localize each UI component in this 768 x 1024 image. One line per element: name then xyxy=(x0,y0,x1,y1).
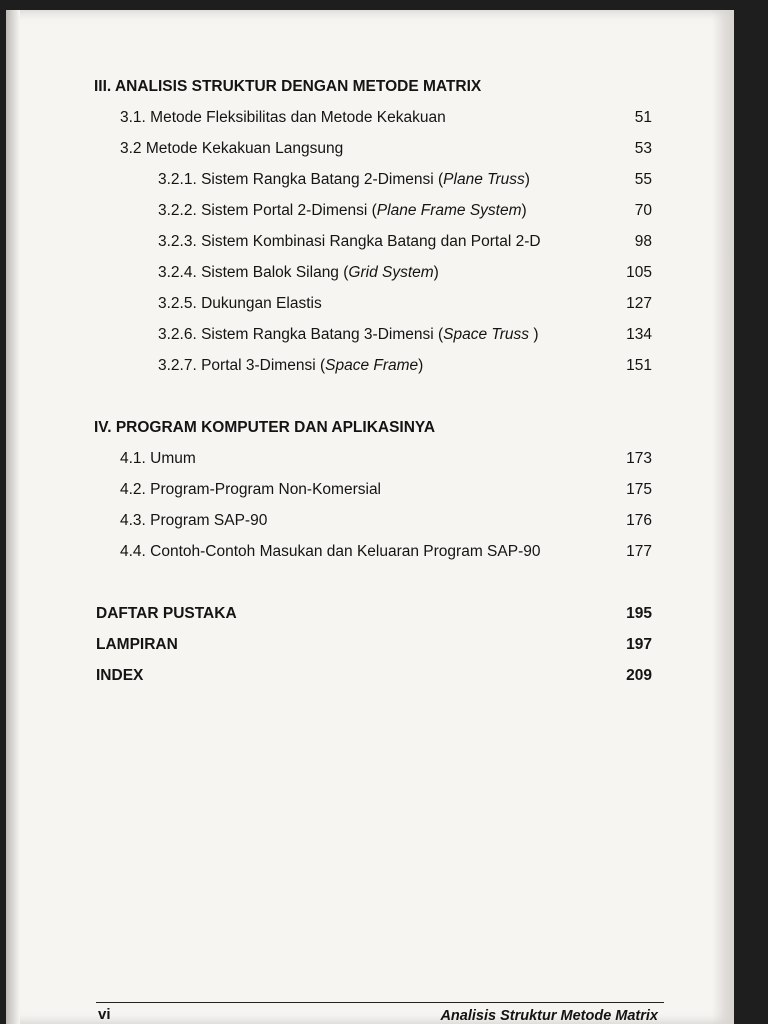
toc-entry-lampiran: LAMPIRAN xyxy=(96,636,178,653)
entry-text: 3.2.2. Sistem Portal 2-Dimensi ( xyxy=(158,202,377,219)
toc-entry-4-4: 4.4. Contoh-Contoh Masukan dan Keluaran Program SAP-90 xyxy=(120,543,541,560)
table-of-contents xyxy=(6,10,734,1024)
entry-italic-term: Plane Truss xyxy=(443,171,525,188)
toc-entry-3-2-5: 3.2.5. Dukungan Elastis xyxy=(158,295,322,312)
entry-text: 3.2.4. Sistem Balok Silang ( xyxy=(158,264,349,281)
toc-entry-3-2-7 xyxy=(158,357,423,375)
toc-page-4-2: 175 xyxy=(626,481,652,498)
toc-entry-daftar-pustaka: DAFTAR PUSTAKA xyxy=(96,605,237,622)
toc-page-index: 209 xyxy=(626,667,652,684)
entry-italic-term: Grid System xyxy=(348,264,434,281)
toc-page-3-2-2: 70 xyxy=(634,202,652,219)
toc-page-3-2-7: 151 xyxy=(626,357,652,374)
footer-book-title: Analisis Struktur Metode Matrix xyxy=(440,1008,658,1024)
entry-text: 3.2.6. Sistem Rangka Batang 3-Dimensi ( xyxy=(158,326,444,343)
toc-entry-3-2-3: 3.2.3. Sistem Kombinasi Rangka Batang dan Portal 2-D xyxy=(158,233,541,250)
entry-suffix: ) xyxy=(521,202,527,219)
toc-page-3-1: 51 xyxy=(634,109,652,126)
toc-entry-3-2-2 xyxy=(158,202,527,220)
toc-page-4-3: 176 xyxy=(626,512,652,529)
toc-page-3-2-1: 55 xyxy=(634,171,652,188)
toc-page-3-2-3: 98 xyxy=(634,233,652,250)
entry-suffix: ) xyxy=(418,357,424,374)
toc-entry-4-2: 4.2. Program-Program Non-Komersial xyxy=(120,481,382,498)
toc-page-3-2: 53 xyxy=(634,140,652,157)
entry-italic-term: Space Frame xyxy=(325,357,419,374)
toc-page-3-2-4: 105 xyxy=(626,264,652,281)
footer-page-number: vi xyxy=(98,1006,111,1023)
footer-rule xyxy=(96,1002,664,1003)
toc-page-lampiran: 197 xyxy=(626,636,652,653)
book-page xyxy=(6,10,734,1024)
toc-page-3-2-5: 127 xyxy=(626,295,652,312)
entry-italic-term: Plane Frame System xyxy=(376,202,522,219)
toc-page-daftar-pustaka: 195 xyxy=(626,605,652,622)
section-3-heading: III. ANALISIS STRUKTUR DENGAN METODE MATRIX xyxy=(94,78,482,95)
toc-entry-3-2-4 xyxy=(158,264,439,282)
toc-entry-3-1: 3.1. Metode Fleksibilitas dan Metode Kekakuan xyxy=(120,109,446,126)
entry-suffix: ) xyxy=(529,326,539,343)
toc-entry-3-2-1 xyxy=(158,171,530,189)
toc-entry-4-3: 4.3. Program SAP-90 xyxy=(120,512,268,529)
entry-suffix: ) xyxy=(433,264,439,281)
toc-entry-index: INDEX xyxy=(96,667,144,684)
section-4-heading: IV. PROGRAM KOMPUTER DAN APLIKASINYA xyxy=(94,419,436,436)
toc-entry-4-1: 4.1. Umum xyxy=(120,450,196,467)
toc-entry-3-2-6 xyxy=(158,326,539,344)
toc-entry-3-2: 3.2 Metode Kekakuan Langsung xyxy=(120,140,344,157)
entry-suffix: ) xyxy=(524,171,530,188)
entry-italic-term: Space Truss xyxy=(443,326,530,343)
entry-text: 3.2.1. Sistem Rangka Batang 2-Dimensi ( xyxy=(158,171,444,188)
toc-page-3-2-6: 134 xyxy=(626,326,652,343)
toc-page-4-1: 173 xyxy=(626,450,652,467)
entry-text: 3.2.7. Portal 3-Dimensi ( xyxy=(158,357,326,374)
toc-page-4-4: 177 xyxy=(626,543,652,560)
